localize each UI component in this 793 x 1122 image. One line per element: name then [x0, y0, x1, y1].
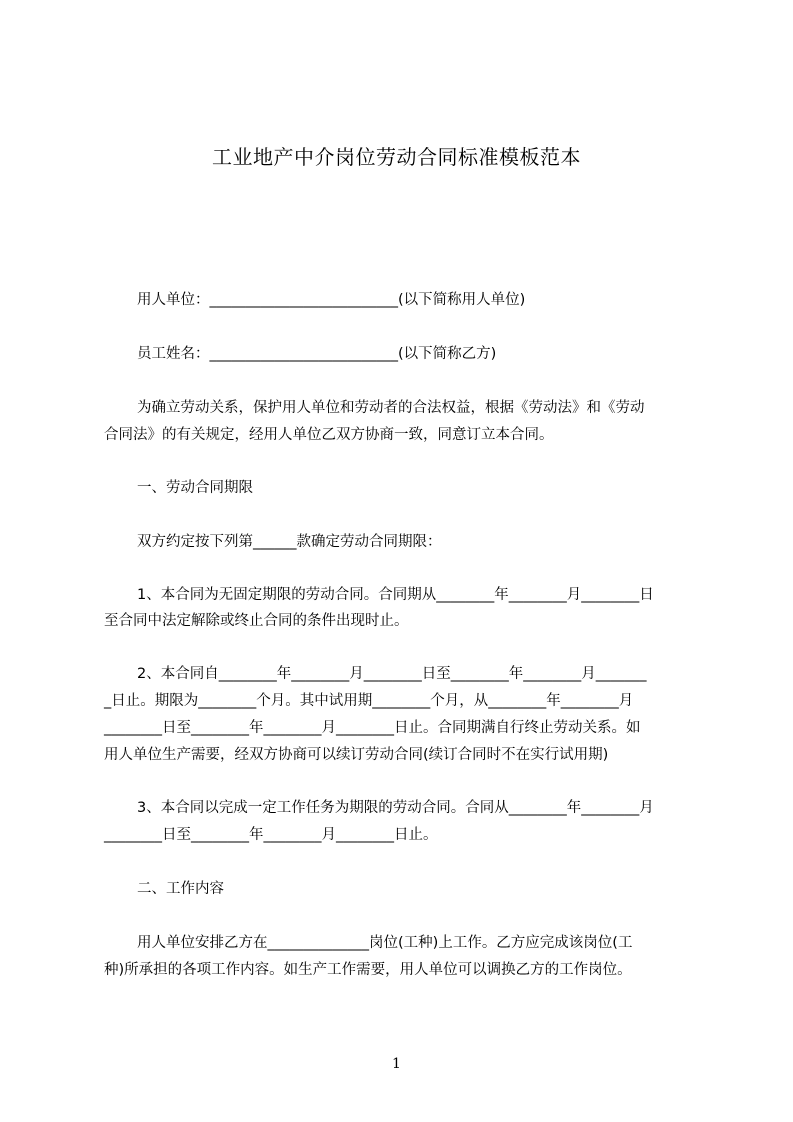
page-number: 1	[392, 1056, 401, 1072]
work-content-line-1: 用人单位安排乙方在______________岗位(工种)上工作。乙方应完成该岗位(工	[137, 935, 633, 951]
term-selection-line: 双方约定按下列第______款确定劳动合同期限：	[137, 534, 442, 550]
section-heading-contract-term: 一、劳动合同期限	[137, 480, 253, 496]
clause-2-line-2: _日止。期限为________个月。其中试用期________个月，从________年________月	[104, 693, 634, 709]
document-title: 工业地产中介岗位劳动合同标准模板范本	[212, 145, 581, 169]
clause-2-line-4: 用人单位生产需要，经双方协商可以续订劳动合同(续订合同时不在实行试用期)	[104, 747, 609, 763]
work-content-line-2: 种)所承担的各项工作内容。如生产工作需要，用人单位可以调换乙方的工作岗位。	[104, 962, 632, 978]
employee-name-field-line: 员工姓名：__________________________(以下简称乙方)	[137, 346, 497, 362]
clause-1-line-2: 至合同中法定解除或终止合同的条件出现时止。	[104, 613, 409, 629]
clause-2-line-3: ________日至________年________月________日止。合同期满自行终止劳动关系。如	[104, 720, 641, 736]
preamble-line-2: 合同法》的有关规定，经用人单位乙双方协商一致，同意订立本合同。	[104, 427, 554, 443]
clause-3-line-2: ________日至________年________月________日止。	[104, 827, 438, 843]
clause-2-line-1: 2、本合同自________年________月________日至________年________月_______	[137, 666, 647, 682]
clause-1-line-1: 1、本合同为无固定期限的劳动合同。合同期从________年________月________日	[137, 587, 654, 603]
employer-field-line: 用人单位：__________________________(以下简称用人单位)	[137, 292, 526, 308]
preamble-line-1: 为确立劳动关系，保护用人单位和劳动者的合法权益，根据《劳动法》和《劳动	[137, 400, 645, 416]
section-heading-work-content: 二、工作内容	[137, 881, 224, 897]
clause-3-line-1: 3、本合同以完成一定工作任务为期限的劳动合同。合同从________年________月	[137, 800, 654, 816]
